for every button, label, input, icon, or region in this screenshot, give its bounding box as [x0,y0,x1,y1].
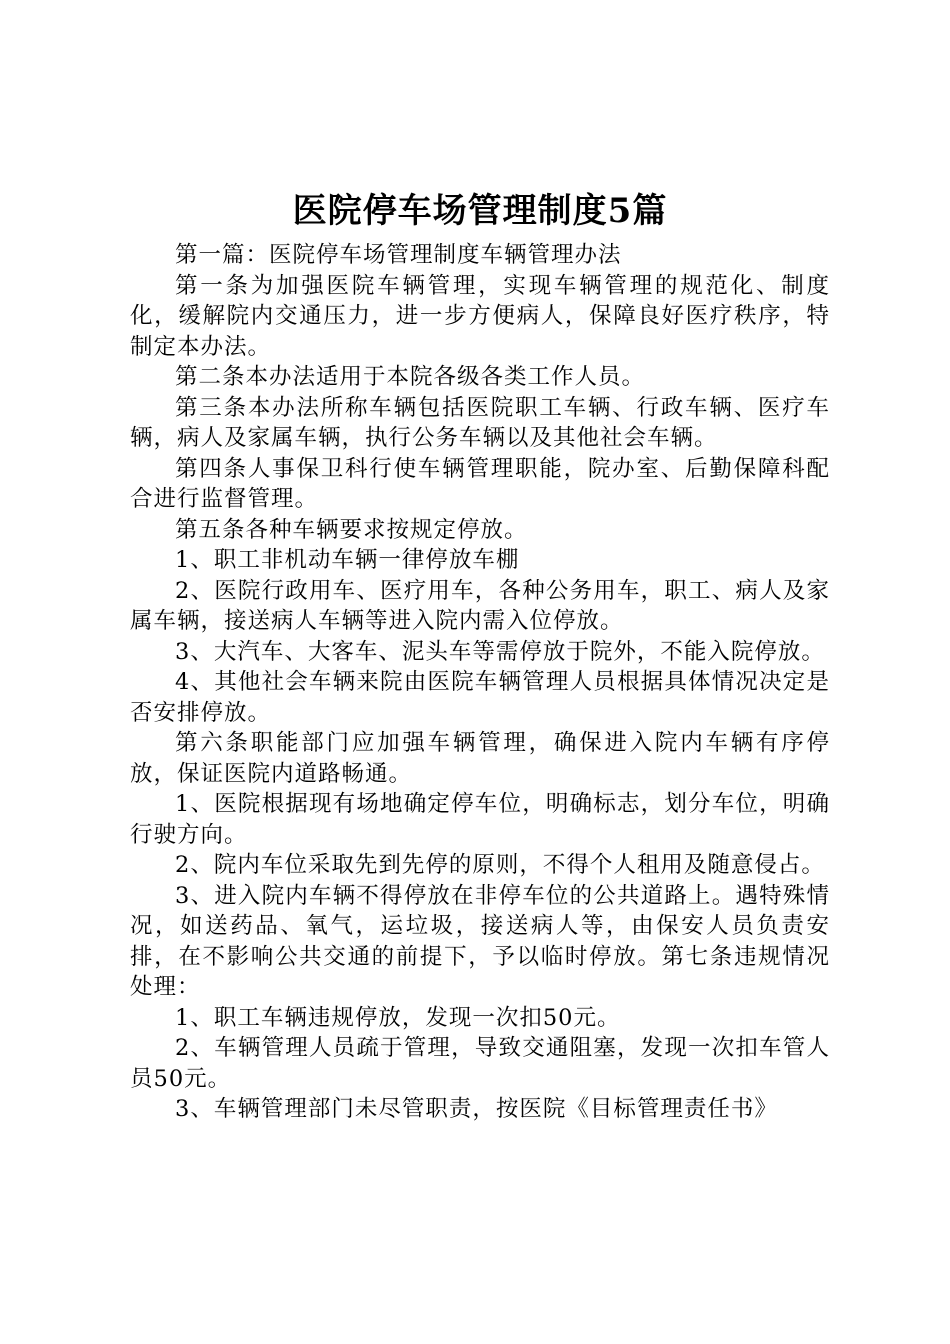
paragraph-article-7-item-1: 1、职工车辆违规停放，发现一次扣50元。 [175,1004,621,1031]
paragraph-article-1: 第一条为加强医院车辆管理，实现车辆管理的规范化、制度化，缓解院内交通压力，进一步方便病人，保障良好医疗秩序，特制定本办法。 [130,272,830,360]
paragraph-article-5-item-2: 2、医院行政用车、医疗用车，各种公务用车，职工、病人及家属车辆，接送病人车辆等进入院内需入位停放。 [130,577,830,634]
paragraph-article-7-item-2: 2、车辆管理人员疏于管理，导致交通阻塞，发现一次扣车管人员50元。 [130,1035,830,1092]
paragraph-article-6-item-1: 1、医院根据现有场地确定停车位，明确标志，划分车位，明确行驶方向。 [130,791,830,848]
paragraph-article-2: 第二条本办法适用于本院各级各类工作人员。 [175,364,646,390]
document-title: 医院停车场管理制度5篇 [292,191,668,231]
paragraph-article-6-item-3: 3、进入院内车辆不得停放在非停车位的公共道路上。遇特殊情况，如送药品、氧气，运垃圾，接送病人等，由保安人员负责安排，在不影响公共交通的前提下，予以临时停放。第七条违规情况处理： [130,882,830,1000]
paragraph-article-6: 第六条职能部门应加强车辆管理，确保进入院内车辆有序停放，保证医院内道路畅通。 [130,730,830,787]
paragraph-article-3: 第三条本办法所称车辆包括医院职工车辆、行政车辆、医疗车辆，病人及家属车辆，执行公务车辆以及其他社会车辆。 [130,394,830,451]
paragraph-article-5-item-1: 1、职工非机动车辆一律停放车棚 [175,547,520,573]
paragraph-article-4: 第四条人事保卫科行使车辆管理职能，院办室、后勤保障科配合进行监督管理。 [130,455,830,512]
paragraph-article-5-item-4: 4、其他社会车辆来院由医院车辆管理人员根据具体情况决定是否安排停放。 [130,669,830,726]
paragraph-article-7-item-3: 3、车辆管理部门未尽管职责，按医院《目标管理责任书》 [175,1096,778,1122]
document-body [130,184,830,1125]
paragraph-article-5-item-3: 3、大汽车、大客车、泥头车等需停放于院外，不能入院停放。 [175,638,825,665]
paragraph-article-5: 第五条各种车辆要求按规定停放。 [175,516,528,543]
paragraph-article-6-item-2: 2、院内车位采取先到先停的原则，不得个人租用及随意侵占。 [175,852,825,878]
paragraph-section-heading: 第一篇：医院停车场管理制度车辆管理办法 [175,242,622,268]
